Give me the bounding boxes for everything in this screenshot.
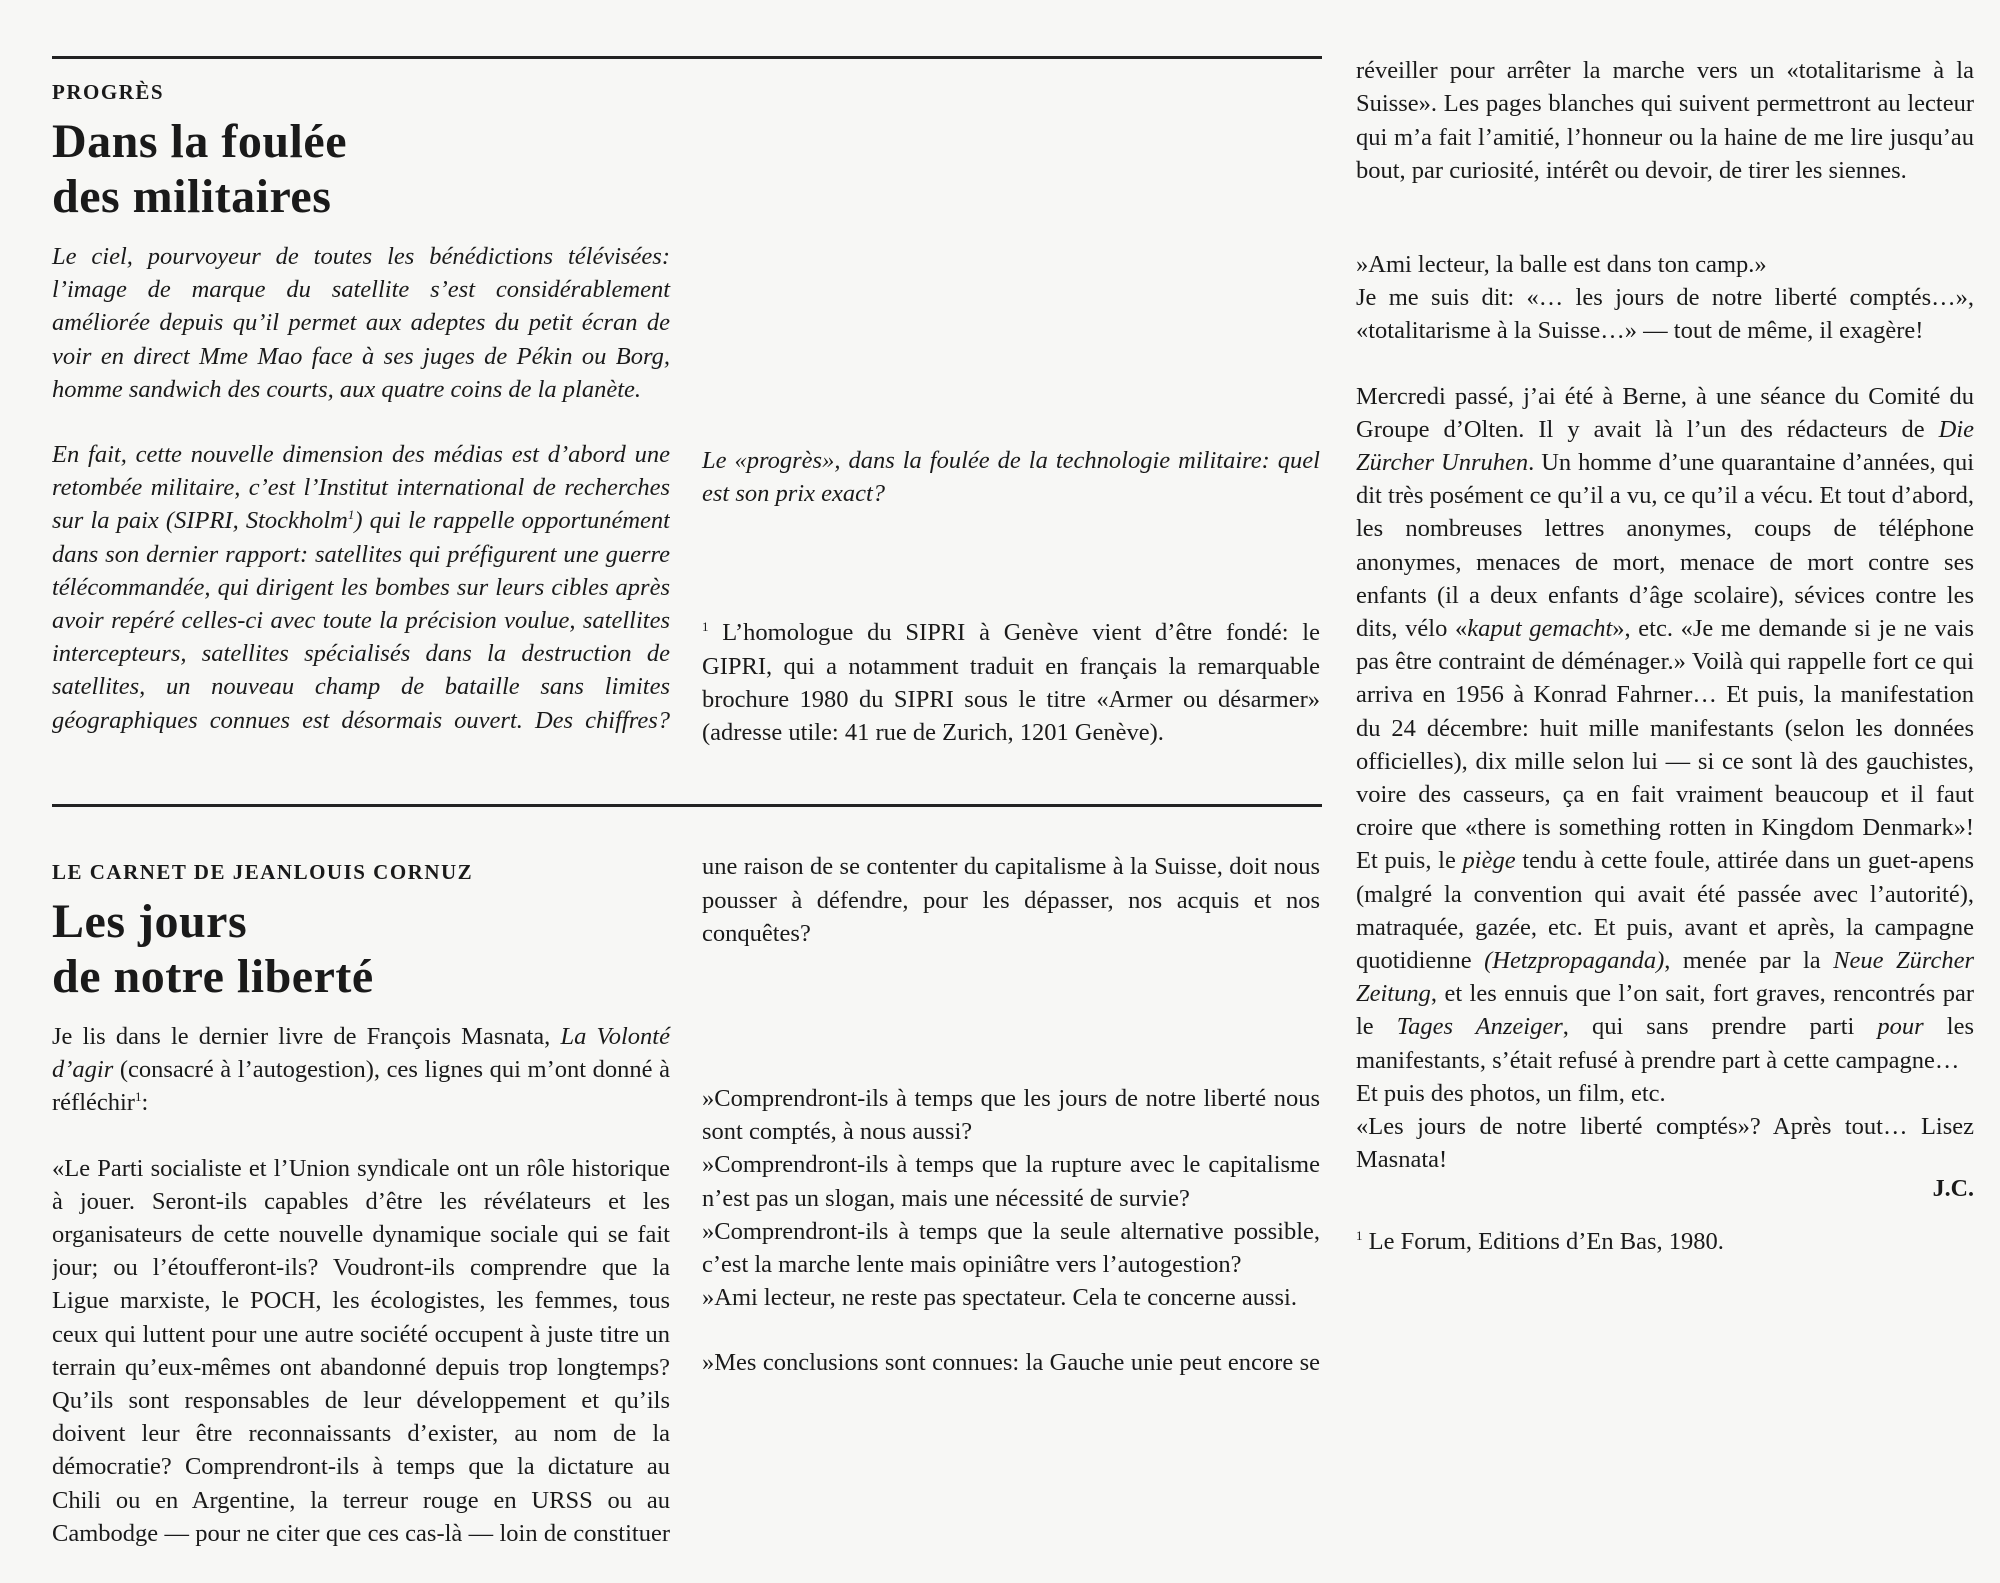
progres-article-col1 bbox=[52, 78, 670, 736]
carnet-footnote bbox=[1356, 1225, 1974, 1258]
carnet-quote-para bbox=[52, 1152, 670, 1550]
progres-footnote-text: L’homologue du SIPRI à Genève vient d’être fondé: le GIPRI, qui a notamment traduit en français la remarquable brochure 1980 du SIPRI sous le titre «Armer ou désarmer» (adresse utile: 41 rue de Zurich, 1201 Genève). bbox=[702, 619, 1320, 747]
carnet-p10-text-f: , et les ennuis que l’on sait, fort graves, rencontrés par le bbox=[1356, 980, 1974, 1041]
carnet-p1-text: Je lis dans le dernier livre de François Masnata, bbox=[52, 1023, 561, 1050]
carnet-para12: «Les jours de notre liberté comptés»? Après tout… Lisez Masnata! bbox=[1356, 1113, 1974, 1174]
carnet-p10-text-g: , qui sans prendre parti bbox=[1562, 1013, 1878, 1041]
carnet-para4: »Comprendront-ils à temps que la rupture avec le capitalisme n’est pas un slogan, mais une nécessité de survie? bbox=[702, 1151, 1320, 1212]
progres-footnote bbox=[702, 616, 1320, 749]
carnet-para9: Je me suis dit: «… les jours de notre liberté comptés…», «totalitarisme à la Suisse…» — tout de même, il exagère! bbox=[1356, 284, 1974, 345]
carnet-para6: »Ami lecteur, ne reste pas spectateur. Cela te concerne aussi. bbox=[702, 1284, 1297, 1312]
progres-article-col2 bbox=[702, 78, 1320, 781]
carnet-para7-text: »Mes conclusions sont connues: la Gauche unie peut encore se bbox=[702, 1349, 1320, 1377]
carnet-p10-piege: piège bbox=[1462, 847, 1516, 875]
carnet-para8: »Ami lecteur, la balle est dans ton camp.» bbox=[1356, 251, 1767, 278]
carnet-footnote-ref: 1 bbox=[134, 1089, 142, 1105]
top-rule bbox=[52, 56, 1322, 59]
carnet-quote-overflow: une raison de se contenter du capitalisme à la Suisse, doit nous pousser à défendre, pour les dépasser, nos acquis et nos conquêtes? bbox=[702, 853, 1320, 947]
carnet-p10-text-h: les manifestants, s’était refusé à prendre part à cette campagne… bbox=[1356, 1013, 1974, 1074]
progres-para2-text: En fait, cette nouvelle dimension des médias est d’abord une retombée militaire, c’est l’Institut international de recherches sur la paix (SIPRI, Stockholm bbox=[52, 441, 670, 535]
progres-para2-continued bbox=[702, 78, 1320, 444]
carnet-footnote-text: Le Forum, Editions d’En Bas, 1980. bbox=[1368, 1228, 1724, 1256]
carnet-kicker: LE CARNET DE JEANLOUIS CORNUZ bbox=[52, 860, 474, 884]
carnet-footnote-mark: 1 bbox=[1356, 1228, 1363, 1244]
carnet-para3: »Comprendront-ils à temps que les jours de notre liberté nous sont comptés, à nous aussi? bbox=[702, 1085, 1320, 1146]
carnet-p10-kaput: kaput gemacht bbox=[1467, 615, 1613, 643]
carnet-para7-start bbox=[702, 1346, 1320, 1379]
progres-title bbox=[52, 114, 670, 224]
progres-kicker: PROGRÈS bbox=[52, 80, 165, 104]
progres-para3: Le «progrès», dans la foulée de la technologie militaire: quel est son prix exact? bbox=[702, 447, 1320, 508]
section-divider-rule bbox=[52, 804, 1322, 807]
carnet-p10-text-e: , menée par la bbox=[1664, 947, 1834, 975]
carnet-p10-text: Mercredi passé, j’ai été à Berne, à une séance du Comité du Groupe d’Olten. Il y avait là l’un des rédacteurs de bbox=[1356, 382, 1974, 443]
carnet-title bbox=[52, 894, 670, 1004]
carnet-quote-text: «Le Parti socialiste et l’Union syndicale ont un rôle historique à jouer. Seront-ils capables d’être les révélateurs et les organisateurs de cette nouvelle dynamique sociale qui se fait jour; ou l’étoufferont-ils? Voudront-ils comprendre que la Ligue marxiste, le POCH, les écologistes, les femmes, tous ceux qui luttent pour une autre société occupent à juste titre un terrain qu’eux-mêmes ont abandonné depuis trop longtemps? Qu’ils sont responsables de leur développement et qu’ils doivent leur être reconnaissants d’exister, au nom de la démocratie? Comprendront-ils à temps que la dictature au Chili ou en Argentine, la terreur rouge en URSS ou au Cambodge — pour ne citer que ces cas-là — loin de constituer bbox=[52, 1154, 670, 1547]
carnet-para5: »Comprendront-ils à temps que la seule alternative possible, c’est la marche lente mais opiniâtre vers l’autogestion? bbox=[702, 1217, 1320, 1279]
progres-intro: Le ciel, pourvoyeur de toutes les bénédictions télévisées: l’image de marque du satellite s’est considérablement améliorée depuis qu’il permet aux adeptes du petit écran de voir en direct Mme Mao face à ses juges de Pékin ou Borg, homme sandwich des courts, aux quatre coins de la planète. bbox=[52, 243, 670, 403]
carnet-title-line1: Les jours bbox=[52, 895, 248, 948]
carnet-book-title: La Volonté d’agir bbox=[52, 1023, 670, 1084]
carnet-para7-overflow: réveiller pour arrêter la marche vers un «totalitarisme à la Suisse». Les pages blanches qui suivent permettront au lecteur qui m’a fait l’amitié, l’honneur ou la haine de me lire jusqu’au bout, par curiosité, intérêt ou devoir, de tirer les siennes. bbox=[1356, 57, 1974, 184]
carnet-title-line2: de notre liberté bbox=[52, 950, 374, 1003]
progres-title-line1: Dans la foulée bbox=[52, 115, 347, 168]
progres-footnote-mark: 1 bbox=[702, 619, 709, 635]
carnet-p10-text-d: tendu à cette foule, attirée dans un guet-apens (malgré la convention qui avait été passée avec l’autorité), matraquée, gazée, etc. Et puis, avant et après, la campagne quotidienne bbox=[1356, 847, 1974, 975]
carnet-p10-nzz: Neue Zürcher Zeitung bbox=[1356, 947, 1974, 1008]
carnet-article-col3 bbox=[1356, 54, 1974, 1291]
carnet-p10-text-b: . Un homme d’une quarantaine d’années, qui dit très posément ce qu’il a vu, ce qu’il a vécu. Et tout d’abord, les nombreuses lettres anonymes, coups de téléphone anonymes, menaces de mort, menace de mort contre ses enfants (il a deux enfants d’âge scolaire), sévices contre les dits, vélo « bbox=[1356, 449, 1975, 643]
carnet-p1-text-cont: (consacré à l’autogestion), ces lignes qui m’ont donné à réfléchir bbox=[52, 1056, 670, 1117]
signature: J.C. bbox=[1932, 1176, 1974, 1203]
carnet-article-col1 bbox=[52, 858, 670, 1550]
carnet-para10 bbox=[1356, 380, 1974, 1077]
progres-para2 bbox=[52, 438, 670, 736]
carnet-para7-continued bbox=[1356, 54, 1974, 220]
carnet-p10-tages: Tages Anzeiger bbox=[1396, 1013, 1563, 1041]
progres-title-line2: des militaires bbox=[52, 170, 332, 223]
carnet-p10-pour: pour bbox=[1877, 1013, 1924, 1041]
carnet-article-col2 bbox=[702, 850, 1320, 1379]
carnet-quote-continued bbox=[702, 850, 1320, 1050]
progres-para2-text-cont: ) qui le rappelle opportunément dans son dernier rapport: satellites qui préfigurent une guerre télécommandée, qui dirigent les bombes sur leurs cibles après avoir repéré celles-ci avec toute la précision voulue, satellites intercepteurs, satellites spécialisés dans la destruction de satellites, un nouveau champ de bataille sans limites géographiques connues est désormais ouvert. Des chiffres? bbox=[52, 507, 670, 734]
carnet-p10-text-c: », etc. «Je me demande si je ne vais pas être contraint de déménager.» Voilà qui rappelle fort ce qui arriva en 1956 à Konrad Fahrner… Et puis, la manifestation du 24 décembre: huit mille manifestants (selon les données officielles), dix mille selon lui — si ce sont là des gauchistes, voire des casseurs, ça en fait vraiment beaucoup et il faut croire que «there is something rotten in Kingdom Denmark»! Et puis, le bbox=[1356, 615, 1974, 875]
carnet-para1 bbox=[52, 1020, 670, 1120]
carnet-p10-hetz: (Hetzpropaganda) bbox=[1484, 947, 1665, 975]
carnet-p10-publication: Die Zürcher Unruhen bbox=[1356, 415, 1974, 477]
carnet-p1-colon: : bbox=[141, 1089, 149, 1117]
footnote-ref: 1 bbox=[347, 507, 355, 523]
carnet-para11: Et puis des photos, un film, etc. bbox=[1356, 1079, 1666, 1107]
